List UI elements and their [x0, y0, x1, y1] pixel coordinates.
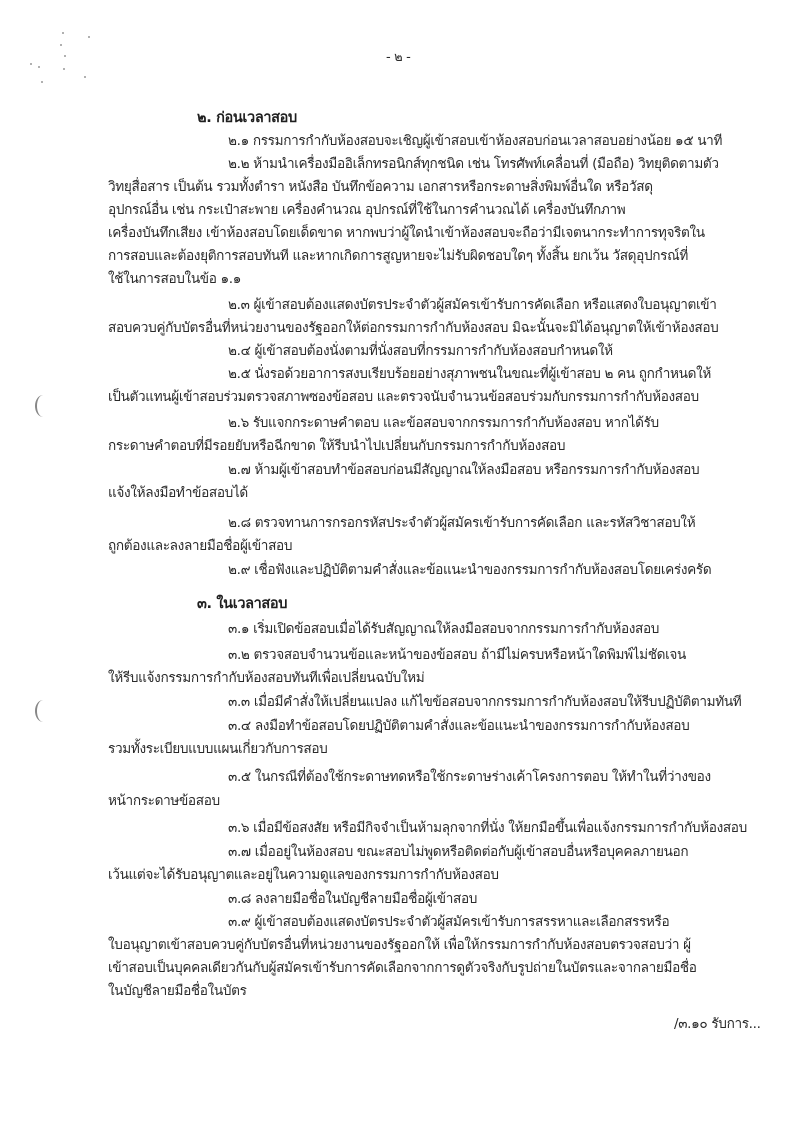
paragraph-line: ๓.๒ ตรวจสอบจำนวนข้อและหน้าของข้อสอบ ถ้ามีไม่ครบหรือหน้าใดพิมพ์ไม่ชัดเจน [228, 647, 686, 663]
scan-speck [62, 32, 64, 34]
punch-hole-mark [35, 395, 51, 417]
paragraph-line: รวมทั้งระเบียบแบบแผนเกี่ยวกับการสอบ [108, 741, 328, 757]
paragraph-line: แจ้งให้ลงมือทำข้อสอบได้ [108, 485, 248, 501]
scan-speck [88, 36, 90, 38]
paragraph-line: ๒.๘ ตรวจทานการกรอกรหัสประจำตัวผู้สมัครเข้ารับการคัดเลือก และรหัสวิชาสอบให้ [228, 515, 696, 531]
page-number: - ๒ - [386, 50, 411, 65]
paragraph-line: อุปกรณ์อื่น เช่น กระเป๋าสะพาย เครื่องคำนวณ อุปกรณ์ที่ใช้ในการคำนวณได้ เครื่องบันทึกภาพ [108, 202, 626, 218]
scan-speck [41, 81, 43, 83]
scan-speck [38, 66, 40, 68]
paragraph-line: ให้รีบแจ้งกรรมการกำกับห้องสอบทันทีเพื่อเปลี่ยนฉบับใหม่ [108, 670, 425, 686]
continuation-marker: /๓.๑๐ รับการ... [674, 1016, 761, 1032]
paragraph-line: เป็นตัวแทนผู้เข้าสอบร่วมตรวจสภาพซองข้อสอบ และตรวจนับจำนวนข้อสอบร่วมกับกรรมการกำกับห้องสอบ [108, 389, 699, 405]
scan-speck [63, 68, 65, 70]
paragraph-line: ๓.๖ เมื่อมีข้อสงสัย หรือมีกิจจำเป็นห้ามลุกจากที่นั่ง ให้ยกมือขึ้นเพื่อแจ้งกรรมการกำกับห้องสอบ [228, 820, 747, 836]
scan-speck [60, 44, 62, 46]
paragraph-line: ๒.๒ ห้ามนำเครื่องมืออิเล็กทรอนิกส์ทุกชนิด เช่น โทรศัพท์เคลื่อนที่ (มือถือ) วิทยุติดตามตัว [228, 156, 719, 172]
paragraph-line: ถูกต้องและลงลายมือชื่อผู้เข้าสอบ [108, 538, 293, 554]
scan-speck [84, 76, 86, 78]
paragraph-line: ๒.๙ เชื่อฟังและปฏิบัติตามคำสั่งและข้อแนะนำของกรรมการกำกับห้องสอบโดยเคร่งครัด [228, 562, 712, 578]
paragraph-line: ๒.๖ รับแจกกระดาษคำตอบ และข้อสอบจากกรรมการกำกับห้องสอบ หากได้รับ [228, 415, 659, 431]
paragraph-line: ๒.๑ กรรมการกำกับห้องสอบจะเชิญผู้เข้าสอบเข้าห้องสอบก่อนเวลาสอบอย่างน้อย ๑๕ นาที [228, 133, 723, 149]
paragraph-line: เครื่องบันทึกเสียง เข้าห้องสอบโดยเด็ดขาด หากพบว่าผู้ใดนำเข้าห้องสอบจะถือว่ามีเจตนากระทำการทุจริตใน [108, 225, 705, 241]
paragraph-line: ๓.๘ ลงลายมือชื่อในบัญชีลายมือชื่อผู้เข้าสอบ [228, 891, 478, 907]
paragraph-line: สอบควบคู่กับบัตรอื่นที่หน่วยงานของรัฐออกให้ต่อกรรมการกำกับห้องสอบ มิฉะนั้นจะมิได้อนุญาตให้เข้าห้องสอบ [108, 320, 719, 336]
paragraph-line: ๒.๔ ผู้เข้าสอบต้องนั่งตามที่นั่งสอบที่กรรมการกำกับห้องสอบกำหนดให้ [228, 343, 613, 359]
paragraph-line: ๓.๓ เมื่อมีคำสั่งให้เปลี่ยนแปลง แก้ไขข้อสอบจากกรรมการกำกับห้องสอบให้รีบปฏิบัติตามทันที [228, 694, 742, 710]
paragraph-line: การสอบและต้องยุติการสอบทันที และหากเกิดการสูญหายจะไม่รับผิดชอบใดๆ ทั้งสิ้น ยกเว้น วัสดุอุปกรณ์ที่ [108, 248, 688, 264]
section-heading: ๓. ในเวลาสอบ [197, 596, 288, 612]
paragraph-line: ๒.๓ ผู้เข้าสอบต้องแสดงบัตรประจำตัวผู้สมัครเข้ารับการคัดเลือก หรือแสดงใบอนุญาตเข้า [228, 297, 717, 313]
paragraph-line: ๓.๔ ลงมือทำข้อสอบโดยปฏิบัติตามคำสั่งและข้อแนะนำของกรรมการกำกับห้องสอบ [228, 718, 690, 734]
paragraph-line: กระดาษคำตอบที่มีรอยยับหรือฉีกขาด ให้รีบนำไปเปลี่ยนกับกรรมการกำกับห้องสอบ [108, 438, 566, 454]
paragraph-line: ๓.๗ เมื่ออยู่ในห้องสอบ ขณะสอบไม่พูดหรือติดต่อกับผู้เข้าสอบอื่นหรือบุคคลภายนอก [228, 844, 689, 860]
paragraph-line: ๓.๑ เริ่มเปิดข้อสอบเมื่อได้รับสัญญาณให้ลงมือสอบจากกรรมการกำกับห้องสอบ [228, 621, 660, 637]
paragraph-line: เข้าสอบเป็นบุคคลเดียวกันกับผู้สมัครเข้ารับการคัดเลือกจากการดูตัวจริงกับรูปถ่ายในบัตรและจากลายมือชื่อ [108, 960, 697, 976]
paragraph-line: ในบัญชีลายมือชื่อในบัตร [108, 983, 247, 999]
scan-speck [64, 55, 66, 57]
paragraph-line: หน้ากระดาษข้อสอบ [108, 793, 220, 809]
paragraph-line: ๓.๕ ในกรณีที่ต้องใช้กระดาษทดหรือใช้กระดาษร่างเค้าโครงการตอบ ให้ทำในที่ว่างของ [228, 769, 711, 785]
paragraph-line: ใช้ในการสอบในข้อ ๑.๑ [108, 271, 242, 287]
paragraph-line: ๒.๗ ห้ามผู้เข้าสอบทำข้อสอบก่อนมีสัญญาณให้ลงมือสอบ หรือกรรมการกำกับห้องสอบ [228, 462, 700, 478]
paragraph-line: ๒.๕ นั่งรอด้วยอาการสงบเรียบร้อยอย่างสุภาพชนในขณะที่ผู้เข้าสอบ ๒ คน ถูกกำหนดให้ [228, 366, 711, 382]
paragraph-line: วิทยุสื่อสาร เป็นต้น รวมทั้งตำรา หนังสือ บันทึกข้อความ เอกสารหรือกระดาษสิ่งพิมพ์อื่นใด หรือวัสดุ [108, 179, 653, 195]
paragraph-line: ๓.๙ ผู้เข้าสอบต้องแสดงบัตรประจำตัวผู้สมัครเข้ารับการสรรหาและเลือกสรรหรือ [228, 914, 670, 930]
scan-speck [30, 63, 32, 65]
paragraph-line: เว้นแต่จะได้รับอนุญาตและอยู่ในความดูแลของกรรมการกำกับห้องสอบ [108, 867, 499, 883]
section-heading: ๒. ก่อนเวลาสอบ [197, 110, 297, 126]
paragraph-line: ใบอนุญาตเข้าสอบควบคู่กับบัตรอื่นที่หน่วยงานของรัฐออกให้ เพื่อให้กรรมการกำกับห้องสอบตรวจสอบว่า ผู้ [108, 937, 691, 953]
punch-hole-mark [35, 700, 51, 722]
